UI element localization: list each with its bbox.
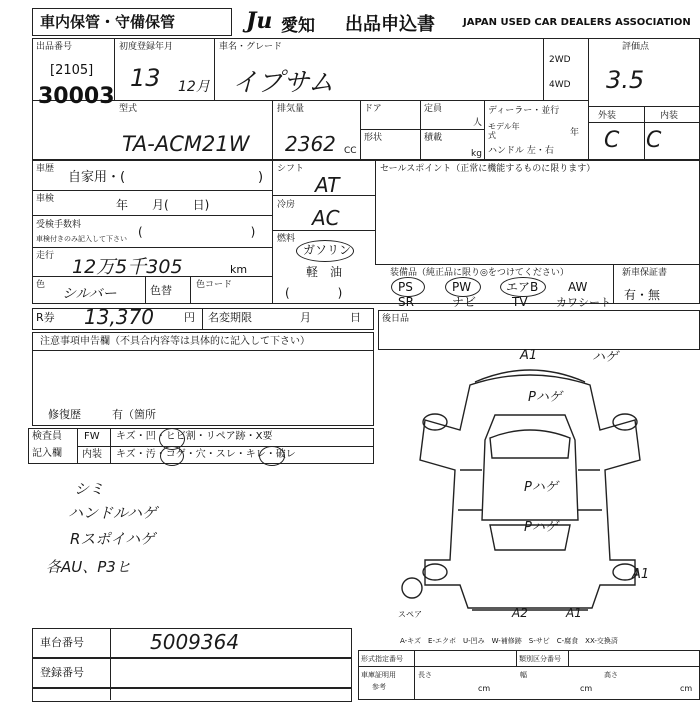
shift-label: シフト	[277, 164, 305, 174]
length-unit: cm	[478, 684, 491, 693]
recycle-value: 13,370	[84, 305, 154, 329]
cert-label: 車庫証明用	[361, 671, 396, 679]
class-number-label: 類別区分番号	[519, 655, 561, 663]
equip-seat: カワシート	[556, 296, 611, 309]
name-change-label: 名変期限	[208, 311, 252, 324]
score-value: 3.5	[606, 66, 645, 94]
mileage-value: 12万5千305	[72, 256, 183, 278]
car-name-value: イプサム	[232, 68, 334, 98]
year-unit: 年	[570, 128, 580, 138]
model-year-label: モデル年式	[488, 122, 520, 140]
roof-outline	[482, 415, 578, 520]
ju-logo-mark: Ju	[246, 8, 273, 34]
association-name: JAPAN USED CAR DEALERS ASSOCIATION	[463, 17, 691, 28]
load-unit: kg	[471, 149, 482, 159]
lot-number: 30003	[38, 84, 115, 109]
color-label: 色	[36, 280, 46, 290]
equip-airbag: エアB	[506, 280, 539, 294]
registration-year: 13	[130, 64, 161, 92]
name-change-month: 月	[300, 311, 311, 324]
inspection-label: 車検	[36, 194, 55, 204]
equip-pw: PW	[452, 280, 472, 294]
interior-value: C	[646, 128, 662, 153]
shift-value: AT	[315, 173, 340, 197]
form-number-label: 形式指定番号	[361, 655, 403, 663]
car-name-label: 車名・グレード	[219, 42, 283, 52]
model-code-label: 型式	[119, 104, 138, 114]
drive-4wd: 4WD	[549, 80, 571, 90]
color-code-label: 色コード	[196, 280, 233, 290]
displacement-label: 排気量	[277, 104, 305, 114]
mark-p-hage-2: Pハゲ	[524, 480, 558, 495]
lot-number-label: 出品番号	[36, 42, 73, 52]
mileage-unit: km	[230, 263, 248, 276]
fuel-label: 燃料	[277, 234, 296, 244]
handle-label: ハンドル 左・右	[488, 146, 554, 156]
spare-label: スペア	[398, 610, 422, 619]
history-grid	[32, 160, 700, 304]
repair-history-label: 修復歴	[48, 408, 81, 421]
inspector-label: 検査員	[32, 431, 62, 442]
windshield	[490, 430, 570, 458]
color-value: シルバー	[62, 286, 117, 302]
ac-label: 冷房	[277, 200, 296, 210]
accept-fee-note: 車検付きのみ記入して下さい	[36, 235, 127, 243]
color-change-label: 色替	[150, 284, 172, 297]
width-unit: cm	[580, 684, 593, 693]
equip-ps-circle	[391, 277, 425, 297]
wheel-front-left	[423, 414, 447, 430]
equipment-label: 装備品（純正品に限り◎をつけてください）	[390, 268, 569, 278]
ref-label: 参考	[372, 683, 386, 691]
equip-navi: ナビ	[452, 295, 477, 309]
history-close: )	[258, 170, 264, 185]
first-registration-label: 初度登録年月	[119, 42, 174, 52]
rear-items-label: 後日品	[382, 314, 410, 324]
interior-label: 内装	[660, 111, 679, 121]
note-spoiler: Rスポイハゲ	[70, 530, 156, 548]
mark-a1-right: A1	[632, 567, 650, 582]
name-change-day: 日	[350, 311, 361, 324]
exterior-value: C	[604, 128, 620, 153]
drive-2wd: 2WD	[549, 55, 571, 65]
capacity-unit: 人	[473, 118, 483, 128]
shape-label: 形状	[364, 133, 383, 143]
recycle-unit: 円	[184, 311, 195, 324]
wheel-front-right	[613, 414, 637, 430]
capacity-label: 定員	[424, 104, 443, 114]
mark-a1-bottom: A1	[566, 606, 582, 620]
chassis-value: 5009364	[150, 630, 240, 654]
wheel-rear-left	[423, 564, 447, 580]
guarantee-label: 新車保証書	[622, 268, 668, 278]
inspector-row1: キズ・凹・ヒビ割・リペア跡・X要	[116, 431, 273, 442]
spare-tire	[402, 578, 422, 598]
length-label: 長さ	[418, 671, 432, 679]
fuel-paren: ( )	[285, 286, 343, 300]
registration-month: 12月	[178, 79, 210, 95]
mileage-label: 走行	[36, 251, 55, 261]
fuel-value: ガソリン	[303, 243, 352, 257]
damage-legend: A-キズ E-エクボ U-凹み W-補修跡 S-サビ C-腐食 XX-交換済	[400, 637, 618, 645]
registration-label: 登録番号	[40, 666, 84, 679]
inspector-label-2: 記入欄	[32, 448, 62, 459]
equip-pw-circle	[445, 277, 481, 297]
accept-fee-paren: ( )	[138, 225, 256, 239]
exterior-label: 外装	[598, 111, 617, 121]
ac-value: AC	[312, 206, 340, 230]
note-handle: ハンドルハゲ	[68, 504, 157, 522]
history-value: 自家用・(	[68, 170, 126, 185]
equip-ps: PS	[398, 280, 413, 294]
load-label: 積載	[424, 133, 443, 143]
scuff-circle	[259, 446, 285, 466]
rear-items-box	[378, 310, 700, 350]
height-label: 高さ	[604, 671, 618, 679]
mark-p-hage-3: Pハゲ	[524, 520, 558, 535]
mark-a2-bottom: A2	[512, 606, 528, 620]
guarantee-value: 有・無	[624, 288, 661, 302]
mark-hage-top: ハゲ	[592, 350, 619, 365]
equip-airbag-circle	[500, 277, 546, 297]
note-stain: シミ	[74, 480, 105, 498]
equip-sr: SR	[398, 295, 414, 309]
sales-point-label: セールスポイント（正常に機能するものに限ります）	[380, 164, 596, 174]
equip-aw: AW	[568, 280, 588, 294]
equip-tv: TV	[512, 295, 528, 309]
door-label: ドア	[364, 104, 382, 114]
fuel-diesel: 軽 油	[306, 265, 343, 279]
note-summary: 各AU、P3ヒ	[46, 558, 131, 576]
repair-history-value: 有（箇所	[112, 408, 156, 421]
inspection-value: 年 月( 日)	[116, 198, 210, 212]
storage-label: 車内保管・守備保管	[40, 13, 176, 31]
width-label: 幅	[520, 671, 527, 679]
doc-title: 出品申込書	[345, 14, 435, 35]
inspector-fw: FW	[84, 431, 100, 442]
lot-code: [2105]	[50, 63, 94, 78]
displacement-unit: CC	[344, 146, 357, 156]
mark-a1-top: A1	[520, 348, 538, 363]
chassis-label: 車台番号	[40, 636, 84, 649]
dealer-label: ディーラー・並行	[488, 106, 560, 116]
dirt-circle	[160, 446, 184, 466]
org-name: 愛知	[281, 16, 315, 36]
history-label: 車歴	[36, 164, 55, 174]
inspector-row2: キズ・汚・コゲ・穴・スレ・キレ・破レ	[116, 449, 296, 460]
displacement-value: 2362	[285, 132, 336, 156]
accept-fee-label: 受検手数料	[36, 220, 82, 230]
height-unit: cm	[680, 684, 693, 693]
model-code-value: TA-ACM21W	[122, 132, 250, 156]
score-label: 評価点	[622, 42, 650, 52]
recycle-label: R券	[36, 311, 55, 324]
notes-label: 注意事項申告欄（不具合内容等は具体的に記入して下さい）	[40, 336, 310, 347]
inspector-interior: 内装	[82, 449, 102, 460]
mark-p-hage-1: Pハゲ	[528, 390, 562, 405]
